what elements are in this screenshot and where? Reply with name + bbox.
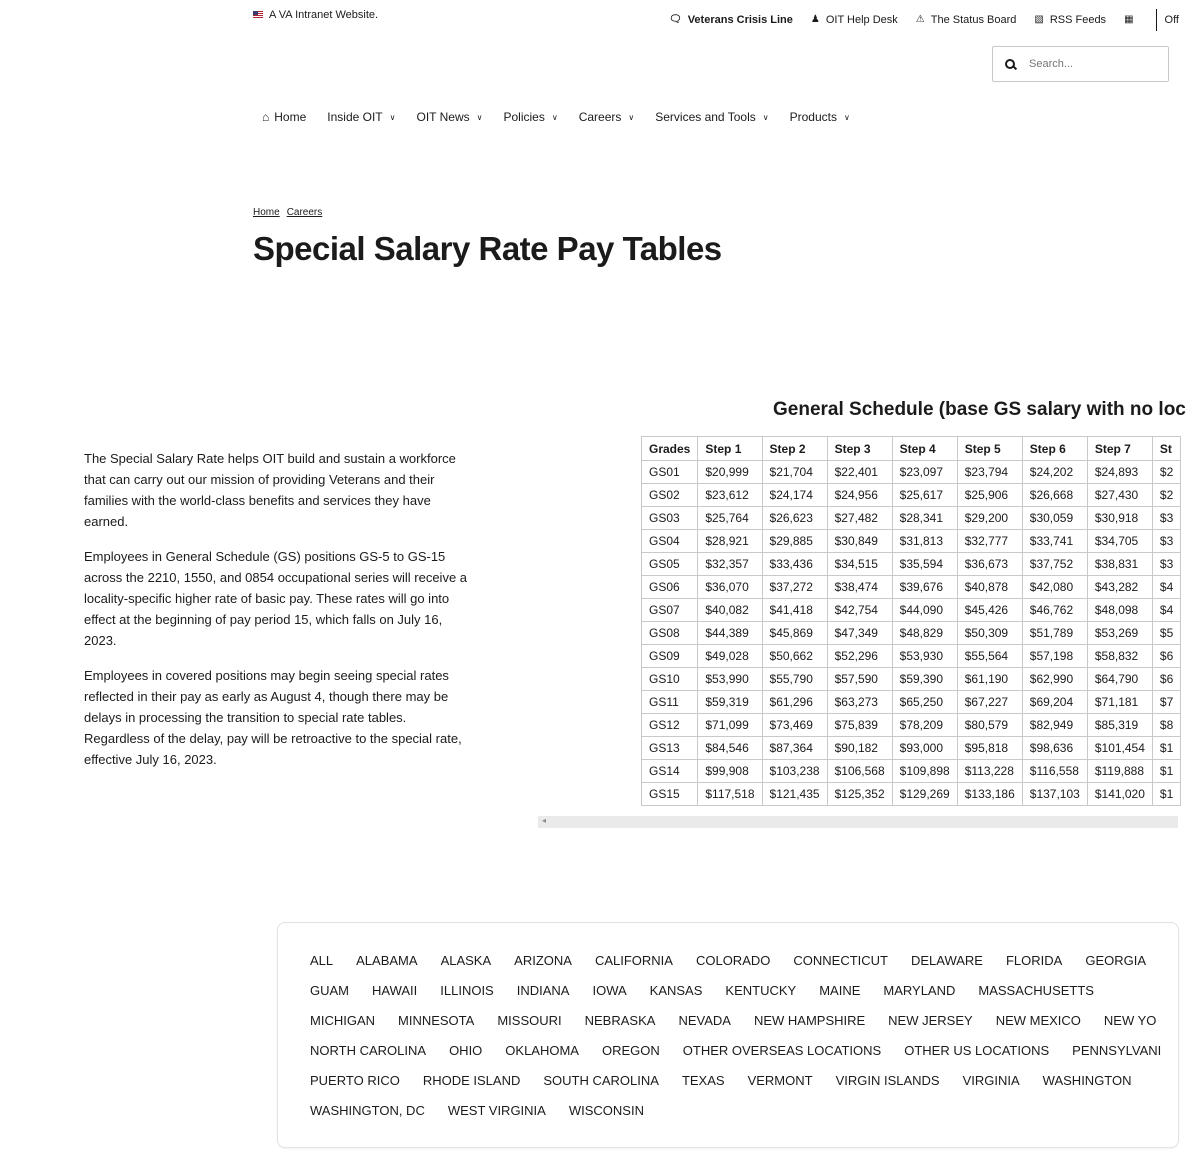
salary-cell: $98,636: [1022, 737, 1087, 760]
state-filter-link[interactable]: NEVADA: [678, 1013, 731, 1028]
salary-cell: $87,364: [762, 737, 827, 760]
salary-cell: $4: [1152, 599, 1180, 622]
state-filter-link[interactable]: NEW YO: [1103, 1013, 1157, 1028]
salary-cell: $129,269: [892, 783, 957, 806]
salary-cell: $36,673: [957, 553, 1022, 576]
salary-cell: $65,250: [892, 691, 957, 714]
salary-cell: $22,401: [827, 461, 892, 484]
search-input[interactable]: [1027, 57, 1151, 71]
grade-cell: GS08: [642, 622, 698, 645]
grade-cell: GS09: [642, 645, 698, 668]
salary-cell: $82,949: [1022, 714, 1087, 737]
salary-cell: $40,082: [698, 599, 762, 622]
table-row: [642, 645, 1181, 668]
table-row: [642, 737, 1181, 760]
state-filter-link[interactable]: CONNECTICUT: [793, 953, 888, 968]
table-horizontal-scrollbar[interactable]: [538, 816, 1178, 828]
table-body: [642, 461, 1181, 806]
table-row: [642, 691, 1181, 714]
salary-cell: $30,059: [1022, 507, 1087, 530]
salary-cell: $46,762: [1022, 599, 1087, 622]
chat-icon: 🗨︎: [669, 14, 682, 25]
salary-cell: $42,080: [1022, 576, 1087, 599]
salary-cell: $3: [1152, 530, 1180, 553]
main-nav: [262, 110, 871, 124]
salary-cell: $61,296: [762, 691, 827, 714]
breadcrumb-home-link[interactable]: Home: [253, 207, 280, 218]
nav-item-label: Inside OIT: [327, 110, 383, 124]
state-filter-link[interactable]: ILLINOIS: [440, 983, 494, 998]
table-header-cell: Step 6: [1022, 437, 1087, 461]
salary-cell: $32,777: [957, 530, 1022, 553]
table-row: [642, 668, 1181, 691]
salary-cell: $90,182: [827, 737, 892, 760]
salary-cell: $101,454: [1087, 737, 1152, 760]
salary-cell: $84,546: [698, 737, 762, 760]
intro-paragraph: The Special Salary Rate helps OIT build and sustain a workforce that can carry out our mission of providing Veterans and their families with the world-class benefits and services they have earned.: [84, 451, 456, 529]
site-identifier: [253, 9, 378, 21]
salary-cell: $116,558: [1022, 760, 1087, 783]
grade-cell: GS05: [642, 553, 698, 576]
table-header-cell: Step 7: [1087, 437, 1152, 461]
status-board-label: The Status Board: [930, 14, 1017, 26]
salary-cell: $52,296: [827, 645, 892, 668]
search-box: [992, 46, 1169, 82]
salary-cell: $99,908: [698, 760, 762, 783]
state-filter-link[interactable]: WEST VIRGINIA: [447, 1103, 546, 1118]
table-header-cell: Step 3: [827, 437, 892, 461]
state-filter-link[interactable]: MISSOURI: [497, 1013, 562, 1028]
state-filter-link[interactable]: PUERTO RICO: [310, 1073, 400, 1088]
table-row: [642, 461, 1181, 484]
grade-cell: GS11: [642, 691, 698, 714]
salary-cell: $38,831: [1087, 553, 1152, 576]
state-filter-link[interactable]: VIRGINIA: [962, 1073, 1020, 1088]
state-filter-row: [310, 983, 1094, 998]
state-filter-link[interactable]: OREGON: [601, 1043, 660, 1058]
table-header-cell: St: [1152, 437, 1180, 461]
nav-item-label: Products: [789, 110, 837, 124]
oit-help-desk-link[interactable]: [811, 14, 898, 26]
nav-item-label: Policies: [503, 110, 545, 124]
salary-cell: $28,341: [892, 507, 957, 530]
salary-cell: $50,309: [957, 622, 1022, 645]
state-filter-link[interactable]: MASSACHUSETTS: [978, 983, 1094, 998]
nav-item-label: Careers: [578, 110, 622, 124]
home-icon: ⌂: [262, 110, 270, 124]
salary-cell: $40,878: [957, 576, 1022, 599]
salary-cell: $27,482: [827, 507, 892, 530]
salary-cell: $103,238: [762, 760, 827, 783]
state-filter-link[interactable]: NEW HAMPSHIRE: [753, 1013, 866, 1028]
salary-cell: $63,273: [827, 691, 892, 714]
nav-item-label: Services and Tools: [655, 110, 756, 124]
salary-cell: $117,518: [698, 783, 762, 806]
salary-cell: $41,418: [762, 599, 827, 622]
state-filter-link[interactable]: MAINE: [819, 983, 861, 998]
salary-cell: $141,020: [1087, 783, 1152, 806]
intro-paragraph: Employees in General Schedule (GS) positions GS-5 to GS-15 across the 2210, 1550, and 0854 occupational series will receive a locality-specific higher rate of basic pay. These rates will go into effect at the beginning of pay period 15, which falls on July 16, 2023.: [84, 549, 468, 648]
salary-cell: $8: [1152, 714, 1180, 737]
support-icon: ♟︎: [810, 14, 820, 25]
salary-cell: $23,097: [892, 461, 957, 484]
state-filter-link[interactable]: COLORADO: [695, 953, 771, 968]
salary-cell: $29,885: [762, 530, 827, 553]
grade-cell: GS07: [642, 599, 698, 622]
salary-cell: $23,794: [957, 461, 1022, 484]
table-row: [642, 622, 1181, 645]
table-row: [642, 783, 1181, 806]
grade-cell: GS10: [642, 668, 698, 691]
state-filter-link[interactable]: TEXAS: [681, 1073, 725, 1088]
state-filter-link[interactable]: SOUTH CAROLINA: [543, 1073, 659, 1088]
grade-cell: GS06: [642, 576, 698, 599]
state-filter-row: [310, 1043, 1161, 1058]
salary-cell: $51,789: [1022, 622, 1087, 645]
salary-cell: $21,704: [762, 461, 827, 484]
nav-item-oit-news[interactable]: [416, 110, 482, 124]
table-row: [642, 760, 1181, 783]
state-filter-row: [310, 1103, 644, 1118]
table-row: [642, 714, 1181, 737]
grade-cell: GS01: [642, 461, 698, 484]
salary-cell: $28,921: [698, 530, 762, 553]
offices-link[interactable]: [1165, 14, 1179, 26]
state-filter-link[interactable]: OTHER OVERSEAS LOCATIONS: [682, 1043, 882, 1058]
chevron-down-icon: ∨: [843, 112, 850, 122]
utility-divider: [1156, 9, 1157, 31]
salary-cell: $24,956: [827, 484, 892, 507]
salary-cell: $26,668: [1022, 484, 1087, 507]
salary-cell: $27,430: [1087, 484, 1152, 507]
salary-cell: $64,790: [1087, 668, 1152, 691]
state-filter-link[interactable]: ALASKA: [440, 953, 492, 968]
salary-cell: $67,227: [957, 691, 1022, 714]
salary-cell: $43,282: [1087, 576, 1152, 599]
state-filter-link[interactable]: NORTH CAROLINA: [310, 1043, 427, 1058]
salary-cell: $29,200: [957, 507, 1022, 530]
table-header-cell: Grades: [642, 437, 698, 461]
nav-item-label: OIT News: [416, 110, 470, 124]
breadcrumb: [253, 207, 322, 218]
salary-cell: $113,228: [957, 760, 1022, 783]
state-filter-link[interactable]: DELAWARE: [910, 953, 983, 968]
salary-cell: $44,389: [698, 622, 762, 645]
table-header-cell: Step 1: [698, 437, 762, 461]
state-filter-link[interactable]: HAWAII: [372, 983, 418, 998]
table-header-row: [642, 437, 1181, 461]
grid-icon: ▦: [1124, 14, 1134, 25]
chevron-down-icon: ∨: [476, 112, 483, 122]
salary-cell: $6: [1152, 645, 1180, 668]
table-row: [642, 484, 1181, 507]
state-filter-link[interactable]: WASHINGTON: [1042, 1073, 1132, 1088]
salary-cell: $133,186: [957, 783, 1022, 806]
table-row: [642, 507, 1181, 530]
nav-item-products[interactable]: [790, 110, 850, 124]
salary-cell: $57,198: [1022, 645, 1087, 668]
nav-item-label: Home: [274, 110, 307, 124]
state-filter-link[interactable]: CALIFORNIA: [594, 953, 673, 968]
state-filter-link[interactable]: ALABAMA: [356, 953, 418, 968]
state-filter-link[interactable]: GEORGIA: [1085, 953, 1147, 968]
state-filter-link[interactable]: KANSAS: [649, 983, 703, 998]
table-header-cell: Step 4: [892, 437, 957, 461]
veterans-crisis-line-link[interactable]: [669, 14, 793, 26]
salary-cell: $106,568: [827, 760, 892, 783]
chevron-down-icon: ∨: [762, 112, 769, 122]
chevron-down-icon: ∨: [551, 112, 558, 122]
status-board-link[interactable]: [916, 14, 1017, 26]
table-row: [642, 530, 1181, 553]
salary-cell: $1: [1152, 760, 1180, 783]
state-filter-link[interactable]: GUAM: [310, 983, 349, 998]
salary-cell: $57,590: [827, 668, 892, 691]
salary-cell: $121,435: [762, 783, 827, 806]
apps-grid-button[interactable]: [1124, 15, 1133, 25]
state-filter-link[interactable]: VIRGIN ISLANDS: [835, 1073, 940, 1088]
salary-cell: $44,090: [892, 599, 957, 622]
salary-cell: $85,319: [1087, 714, 1152, 737]
salary-cell: $24,202: [1022, 461, 1087, 484]
salary-cell: $30,918: [1087, 507, 1152, 530]
grade-cell: GS14: [642, 760, 698, 783]
salary-cell: $3: [1152, 507, 1180, 530]
salary-cell: $80,579: [957, 714, 1022, 737]
salary-cell: $45,426: [957, 599, 1022, 622]
state-filter-link[interactable]: MINNESOTA: [398, 1013, 475, 1028]
search-icon[interactable]: [1005, 59, 1015, 69]
salary-cell: $30,849: [827, 530, 892, 553]
grade-cell: GS13: [642, 737, 698, 760]
salary-cell: $48,098: [1087, 599, 1152, 622]
state-filter-row: [310, 1013, 1156, 1028]
state-filter-link[interactable]: WASHINGTON, DC: [310, 1103, 425, 1118]
salary-cell: $93,000: [892, 737, 957, 760]
state-filter-link[interactable]: OHIO: [449, 1043, 483, 1058]
nav-item-services-and-tools[interactable]: [655, 110, 768, 124]
salary-cell: $119,888: [1087, 760, 1152, 783]
offices-label: Off: [1164, 14, 1179, 26]
salary-cell: $1: [1152, 737, 1180, 760]
salary-cell: $31,813: [892, 530, 957, 553]
salary-cell: $53,990: [698, 668, 762, 691]
state-filter-link[interactable]: RHODE ISLAND: [422, 1073, 521, 1088]
state-filter-row: [310, 1073, 1132, 1088]
utility-links: [669, 9, 1197, 31]
salary-cell: $36,070: [698, 576, 762, 599]
grade-cell: GS04: [642, 530, 698, 553]
salary-cell: $2: [1152, 461, 1180, 484]
page-title: Special Salary Rate Pay Tables: [253, 230, 722, 267]
state-filter-link[interactable]: ALL: [310, 953, 334, 968]
salary-cell: $24,893: [1087, 461, 1152, 484]
salary-cell: $48,829: [892, 622, 957, 645]
salary-cell: $3: [1152, 553, 1180, 576]
intro-text: [84, 448, 469, 784]
intro-paragraph: Employees in covered positions may begin seeing special rates reflected in their pay as early as August 4, though there may be delays in processing the transition to special rate tables. Regardless of the delay, pay will be retroactive to the special rate, effective July 16, 2023.: [84, 668, 462, 767]
grade-cell: GS02: [642, 484, 698, 507]
oit-help-desk-label: OIT Help Desk: [825, 14, 898, 26]
salary-cell: $42,754: [827, 599, 892, 622]
salary-cell: $55,564: [957, 645, 1022, 668]
salary-cell: $33,741: [1022, 530, 1087, 553]
salary-cell: $5: [1152, 622, 1180, 645]
rss-feeds-link[interactable]: [1034, 14, 1106, 26]
state-filter-link[interactable]: IOWA: [592, 983, 627, 998]
site-label: A VA Intranet Website.: [269, 9, 379, 21]
salary-cell: $24,174: [762, 484, 827, 507]
state-filter-link[interactable]: KENTUCKY: [725, 983, 797, 998]
state-filter-row: [310, 953, 1146, 968]
chevron-down-icon: ∨: [389, 112, 396, 122]
rss-icon: ▧: [1034, 14, 1044, 25]
nav-item-inside-oit[interactable]: [327, 110, 395, 124]
us-flag-icon: [253, 11, 263, 19]
salary-cell: $34,515: [827, 553, 892, 576]
salary-cell: $25,764: [698, 507, 762, 530]
salary-cell: $95,818: [957, 737, 1022, 760]
rss-feeds-label: RSS Feeds: [1049, 14, 1107, 26]
salary-table-title: General Schedule (base GS salary with no loc: [773, 399, 1186, 420]
salary-table: [641, 436, 1181, 806]
table-row: [642, 576, 1181, 599]
state-filter-link[interactable]: ARIZONA: [514, 953, 572, 968]
salary-cell: $78,209: [892, 714, 957, 737]
salary-cell: $35,594: [892, 553, 957, 576]
salary-cell: $59,319: [698, 691, 762, 714]
salary-cell: $37,752: [1022, 553, 1087, 576]
grade-cell: GS15: [642, 783, 698, 806]
salary-cell: $39,676: [892, 576, 957, 599]
table-header-cell: Step 2: [762, 437, 827, 461]
salary-cell: $25,906: [957, 484, 1022, 507]
table-row: [642, 599, 1181, 622]
salary-cell: $50,662: [762, 645, 827, 668]
salary-cell: $73,469: [762, 714, 827, 737]
salary-cell: $4: [1152, 576, 1180, 599]
state-filter-link[interactable]: WISCONSIN: [568, 1103, 644, 1118]
state-filter-link[interactable]: MICHIGAN: [310, 1013, 375, 1028]
salary-cell: $137,103: [1022, 783, 1087, 806]
salary-cell: $75,839: [827, 714, 892, 737]
salary-cell: $32,357: [698, 553, 762, 576]
salary-cell: $58,832: [1087, 645, 1152, 668]
salary-cell: $34,705: [1087, 530, 1152, 553]
chevron-down-icon: ∨: [628, 112, 635, 122]
state-filter-link[interactable]: NEW MEXICO: [995, 1013, 1081, 1028]
salary-cell: $61,190: [957, 668, 1022, 691]
state-filter-link[interactable]: NEW JERSEY: [888, 1013, 973, 1028]
salary-cell: $23,612: [698, 484, 762, 507]
salary-cell: $53,269: [1087, 622, 1152, 645]
salary-cell: $47,349: [827, 622, 892, 645]
salary-cell: $38,474: [827, 576, 892, 599]
scroll-left-icon[interactable]: ◂: [542, 816, 547, 825]
salary-cell: $25,617: [892, 484, 957, 507]
state-filter-link[interactable]: VERMONT: [747, 1073, 813, 1088]
salary-cell: $33,436: [762, 553, 827, 576]
salary-cell: $125,352: [827, 783, 892, 806]
salary-cell: $59,390: [892, 668, 957, 691]
salary-cell: $55,790: [762, 668, 827, 691]
state-filter-link[interactable]: MARYLAND: [883, 983, 956, 998]
salary-cell: $45,869: [762, 622, 827, 645]
salary-cell: $71,099: [698, 714, 762, 737]
salary-cell: $109,898: [892, 760, 957, 783]
salary-cell: $53,930: [892, 645, 957, 668]
salary-cell: $49,028: [698, 645, 762, 668]
salary-cell: $20,999: [698, 461, 762, 484]
state-filter-link[interactable]: NEBRASKA: [584, 1013, 656, 1028]
grade-cell: GS12: [642, 714, 698, 737]
state-filter-link[interactable]: PENNSYLVANI: [1072, 1043, 1162, 1058]
veterans-crisis-line-label: Veterans Crisis Line: [687, 14, 793, 26]
breadcrumb-careers-link[interactable]: Careers: [286, 207, 323, 218]
salary-cell: $69,204: [1022, 691, 1087, 714]
state-filter-link[interactable]: INDIANA: [516, 983, 570, 998]
table-row: [642, 553, 1181, 576]
salary-cell: $1: [1152, 783, 1180, 806]
nav-item-policies[interactable]: [503, 110, 557, 124]
salary-cell: $2: [1152, 484, 1180, 507]
warning-icon: ⚠︎: [915, 14, 925, 25]
state-filter-link[interactable]: OKLAHOMA: [505, 1043, 579, 1058]
state-filter-link[interactable]: FLORIDA: [1005, 953, 1063, 968]
nav-item-careers[interactable]: [579, 110, 635, 124]
salary-cell: $62,990: [1022, 668, 1087, 691]
state-filter-link[interactable]: OTHER US LOCATIONS: [904, 1043, 1050, 1058]
nav-item-home[interactable]: [262, 110, 306, 124]
table-header-cell: Step 5: [957, 437, 1022, 461]
salary-cell: $26,623: [762, 507, 827, 530]
salary-cell: $37,272: [762, 576, 827, 599]
salary-cell: $71,181: [1087, 691, 1152, 714]
salary-cell: $6: [1152, 668, 1180, 691]
salary-cell: $7: [1152, 691, 1180, 714]
grade-cell: GS03: [642, 507, 698, 530]
